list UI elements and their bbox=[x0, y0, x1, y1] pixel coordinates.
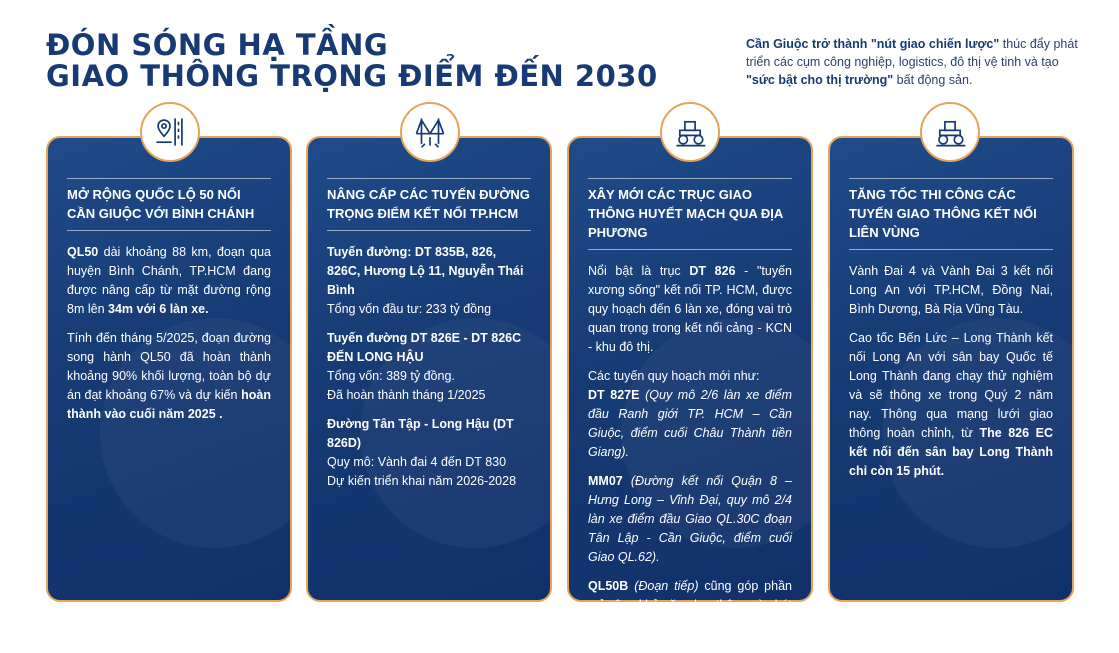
highlight: The 826 EC kết nối đến sân bay Long Thành chỉ còn 15 phút. bbox=[849, 426, 1053, 478]
route-detail: Quy mô: Vành đai 4 đến DT 830 bbox=[327, 455, 507, 469]
highlight: QL50B bbox=[588, 579, 629, 593]
card-paragraph bbox=[849, 262, 1053, 319]
title-line-2: GIAO THÔNG TRỌNG ĐIỂM ĐẾN 2030 bbox=[46, 59, 658, 93]
intro-text bbox=[746, 35, 1086, 89]
text: Vành Đai 4 và Vành Đai 3 kết nối Long An với TP.HCM, Đồng Nai, Bình Dương, Bà Rịa Vũng Tàu. bbox=[849, 264, 1053, 316]
card-heading: MỞ RỘNG QUỐC LỘ 50 NỐI CẦN GIUỘC VỚI BÌNH CHÁNH bbox=[67, 178, 271, 231]
route-title: Tuyến đường DT 826E - DT 826C ĐẾN LONG HẬU bbox=[327, 331, 522, 364]
intro-text-4: bất động sản. bbox=[893, 73, 973, 87]
card-paragraph bbox=[67, 243, 271, 319]
card-paragraph bbox=[588, 577, 792, 653]
text: cũng góp phần mở rộng khả năng lưu thông và phát triển quỹ đất dọc hành lang công nghiệp và đô thị. bbox=[588, 579, 792, 650]
intro-text-2: thúc đẩy phát triển các cụm công nghiệp, logistics, đô thị vệ tinh và tạo bbox=[746, 37, 1078, 69]
text: Tính đến tháng 5/2025, đoạn đường song hành QL50 đã hoàn thành khoảng 90% khối lượng, toàn bộ dự án đạt khoảng 67% và dự kiến bbox=[67, 331, 271, 402]
intro-bold-1: Cần Giuộc trở thành "nút giao chiến lược" bbox=[746, 37, 1000, 51]
highlight: DT 826 bbox=[689, 264, 736, 278]
text: dài khoảng 88 km, đoạn qua huyện Bình Chánh, TP.HCM đang được nâng cấp từ mặt đường rộng 8m lên bbox=[67, 245, 271, 316]
highlight: QL50 bbox=[67, 245, 99, 259]
text: Cao tốc Bến Lức – Long Thành kết nối Long An với sân bay Quốc tế Long Thành đang chạy thử nghiệm và sẽ thông xe trong Quý 2 năm nay. Thông qua mạng lưới giao thông hoàn chỉnh, từ bbox=[849, 331, 1053, 440]
card-paragraph bbox=[588, 367, 792, 462]
text: Nổi bật là trục bbox=[588, 264, 690, 278]
card-paragraph bbox=[67, 329, 271, 424]
card-new-axes bbox=[567, 136, 813, 650]
route-section bbox=[327, 329, 531, 405]
card-heading: TĂNG TỐC THI CÔNG CÁC TUYẾN GIAO THÔNG KẾT NỐI LIÊN VÙNG bbox=[849, 178, 1053, 250]
text: - "tuyến xương sống" kết nối TP. HCM, được quy hoạch đến 6 làn xe, đóng vai trò quan trọng trong kết nối cảng - KCN - khu đô thị. bbox=[588, 264, 793, 354]
highlight: 34m với 6 làn xe. bbox=[108, 302, 209, 316]
intro-bold-3: "sức bật cho thị trường" bbox=[746, 73, 894, 87]
route-section bbox=[327, 415, 531, 491]
route-title: Đường Tân Tập - Long Hậu (DT 826D) bbox=[327, 417, 514, 450]
route-detail: Đã hoàn thành tháng 1/2025 bbox=[327, 388, 486, 402]
route-section bbox=[327, 243, 531, 319]
italic-text: (Quy mô 2/6 làn xe điểm đầu Ranh giới TP. HCM – Cần Giuộc, điểm cuối Châu Thành tiền Giang). bbox=[588, 388, 792, 459]
route-detail: Tổng vốn đầu tư: 233 tỷ đồng bbox=[327, 302, 492, 316]
title-line-1: ĐÓN SÓNG HẠ TẦNG bbox=[46, 28, 389, 62]
italic-text: (Đường kết nối Quận 8 – Hưng Long – Vĩnh Đại, quy mô 2/4 làn xe điểm đầu Giao QL.30C đoạn Tân Lập - Cần Giuộc, điểm cuối Giao QL.62). bbox=[588, 474, 792, 564]
road-roller-icon bbox=[920, 102, 980, 162]
highlight: DT 827E bbox=[588, 388, 640, 402]
card-regional-links bbox=[828, 136, 1074, 602]
route-detail: Tổng vốn: 389 tỷ đồng. bbox=[327, 369, 455, 383]
route-title: Tuyến đường: DT 835B, 826, 826C, Hương Lộ 11, Nguyễn Thái Bình bbox=[327, 245, 524, 297]
card-heading: XÂY MỚI CÁC TRỤC GIAO THÔNG HUYẾT MẠCH QUA ĐỊA PHƯƠNG bbox=[588, 178, 792, 250]
bridge-icon bbox=[400, 102, 460, 162]
text: Các tuyến quy hoạch mới như: bbox=[588, 369, 760, 383]
route-detail: Dự kiến triển khai năm 2026-2028 bbox=[327, 474, 517, 488]
road-roller-icon bbox=[660, 102, 720, 162]
card-ql50 bbox=[46, 136, 292, 602]
card-paragraph bbox=[588, 472, 792, 567]
map-pin-road-icon bbox=[140, 102, 200, 162]
page-title bbox=[46, 30, 726, 92]
card-paragraph bbox=[588, 262, 792, 357]
card-paragraph bbox=[849, 329, 1053, 481]
highlight: MM07 bbox=[588, 474, 623, 488]
card-upgrade-routes bbox=[306, 136, 552, 602]
italic-text: (Đoạn tiếp) bbox=[628, 579, 699, 593]
highlight: hoàn thành vào cuối năm 2025 . bbox=[67, 388, 271, 421]
card-heading: NÂNG CẤP CÁC TUYẾN ĐƯỜNG TRỌNG ĐIỂM KẾT NỐI TP.HCM bbox=[327, 178, 531, 231]
